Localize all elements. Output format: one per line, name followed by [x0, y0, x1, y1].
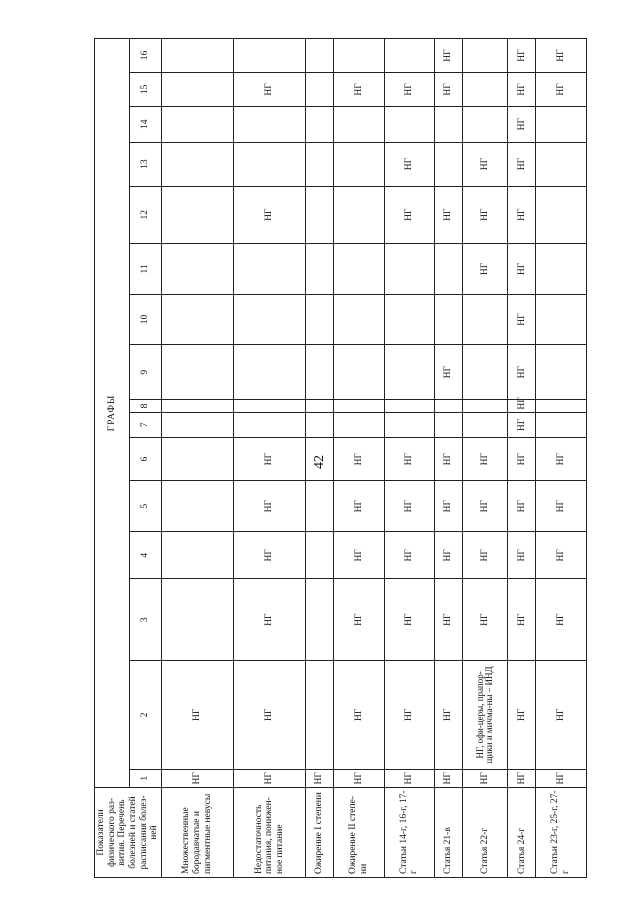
table-cell — [536, 400, 586, 412]
table-cell: НГ — [434, 579, 462, 661]
page-number: 42 — [312, 455, 327, 469]
table-cell: НГ — [233, 73, 305, 107]
table-cell: НГ — [384, 661, 434, 769]
table-cell — [384, 412, 434, 438]
table-cell — [384, 345, 434, 400]
table-cell: НГ — [434, 186, 462, 243]
table-cell: НГ — [334, 661, 384, 769]
table-cell — [536, 243, 586, 294]
table-cell: НГ — [434, 39, 462, 73]
table-cell — [462, 400, 507, 412]
table-cell: НГ — [508, 400, 536, 412]
row-label: Ожирение I степени — [306, 787, 334, 877]
table-cell: НГ — [508, 412, 536, 438]
grafy-header: ГРАФЫ — [95, 39, 130, 788]
table-cell: НГ, офи-церы, прапор-щики и мичма-ны – ИНД — [462, 661, 507, 769]
table-cell: НГ — [508, 769, 536, 787]
table-cell: НГ — [334, 769, 384, 787]
column-number-16: 16 — [129, 39, 161, 73]
table-cell — [536, 106, 586, 142]
row-label: Ожирение II степе-ни — [334, 787, 384, 877]
stub-header: Показатели физического раз-вития. Перечень болезней и статей расписания болез-ней — [95, 787, 162, 877]
table-cell — [434, 294, 462, 344]
table-cell — [434, 142, 462, 186]
table-header — [95, 39, 162, 878]
table-cell — [462, 39, 507, 73]
table-cell — [161, 106, 233, 142]
table-cell: НГ — [462, 532, 507, 579]
table-cell — [161, 481, 233, 532]
table-row — [334, 39, 384, 878]
table-cell — [334, 400, 384, 412]
table-cell — [536, 294, 586, 344]
table-cell — [334, 106, 384, 142]
table-cell — [306, 39, 334, 73]
table-row — [161, 39, 233, 878]
column-number-4: 4 — [129, 532, 161, 579]
table-cell — [384, 243, 434, 294]
table-cell — [334, 39, 384, 73]
table-cell: НГ — [462, 481, 507, 532]
table-cell: НГ — [462, 243, 507, 294]
table-cell: НГ — [434, 532, 462, 579]
table-cell — [536, 186, 586, 243]
row-label: Статья 22-г — [462, 787, 507, 877]
table-cell: НГ — [384, 73, 434, 107]
column-number-3: 3 — [129, 579, 161, 661]
table-cell — [233, 345, 305, 400]
column-number-14: 14 — [129, 106, 161, 142]
table-cell: НГ — [508, 438, 536, 481]
table-cell — [536, 142, 586, 186]
table-cell: НГ — [508, 142, 536, 186]
header-row-grafy — [95, 39, 130, 878]
table-cell — [161, 243, 233, 294]
row-label: Статья 21-в — [434, 787, 462, 877]
table-cell — [334, 243, 384, 294]
table-cell: НГ — [508, 532, 536, 579]
table-cell — [306, 294, 334, 344]
table-cell — [306, 345, 334, 400]
column-number-11: 11 — [129, 243, 161, 294]
column-number-9: 9 — [129, 345, 161, 400]
column-number-8: 8 — [129, 400, 161, 412]
table-cell — [306, 186, 334, 243]
table-cell — [233, 412, 305, 438]
table-cell: НГ — [536, 73, 586, 107]
table-cell — [161, 186, 233, 243]
table-cell: НГ — [508, 579, 536, 661]
table-cell — [306, 579, 334, 661]
table-cell: НГ — [462, 438, 507, 481]
table-cell — [233, 39, 305, 73]
table-cell: НГ — [334, 438, 384, 481]
column-number-13: 13 — [129, 142, 161, 186]
table-cell: НГ — [384, 186, 434, 243]
table-cell: НГ — [508, 73, 536, 107]
table-cell: НГ — [462, 142, 507, 186]
table-cell — [233, 142, 305, 186]
table-cell: НГ — [536, 661, 586, 769]
table-cell: НГ — [384, 142, 434, 186]
row-label: Множественные бородавчатые и пигментные невусы — [161, 787, 233, 877]
table-cell — [434, 243, 462, 294]
table-cell: НГ — [334, 532, 384, 579]
table-cell — [161, 532, 233, 579]
table-cell: НГ — [536, 481, 586, 532]
table-cell — [161, 142, 233, 186]
table-cell: НГ — [233, 186, 305, 243]
table-cell — [233, 243, 305, 294]
table-cell — [306, 438, 334, 481]
table-cell — [233, 106, 305, 142]
table-cell: НГ — [508, 294, 536, 344]
table-cell — [434, 400, 462, 412]
table-cell: НГ — [508, 345, 536, 400]
table-cell: НГ — [434, 661, 462, 769]
column-number-15: 15 — [129, 73, 161, 107]
table-cell — [334, 345, 384, 400]
table-cell: НГ — [508, 39, 536, 73]
table-cell: НГ — [384, 769, 434, 787]
table-cell — [384, 294, 434, 344]
table-cell — [536, 412, 586, 438]
table-cell: НГ — [434, 769, 462, 787]
table-cell: НГ — [536, 532, 586, 579]
table-cell: НГ — [508, 661, 536, 769]
column-number-6: 6 — [129, 438, 161, 481]
table-cell — [462, 73, 507, 107]
table-cell: НГ — [306, 769, 334, 787]
table-cell: НГ — [384, 438, 434, 481]
table-cell — [306, 481, 334, 532]
table-row — [508, 39, 536, 878]
table-cell — [306, 106, 334, 142]
table-row — [536, 39, 586, 878]
table-cell — [233, 294, 305, 344]
table-cell — [306, 412, 334, 438]
table-cell — [161, 412, 233, 438]
table-cell — [306, 532, 334, 579]
table-cell — [384, 400, 434, 412]
physical-development-table — [94, 38, 587, 878]
row-label: Статьи 14-г, 16-г, 17-г — [384, 787, 434, 877]
table-cell: НГ — [161, 661, 233, 769]
table-cell — [161, 579, 233, 661]
table-cell: НГ — [434, 481, 462, 532]
table-body — [161, 39, 586, 878]
table-cell: НГ — [462, 579, 507, 661]
table-cell: НГ — [434, 438, 462, 481]
table-cell — [462, 294, 507, 344]
rotated-table-container — [94, 38, 572, 878]
table-cell: НГ — [233, 532, 305, 579]
table-cell — [306, 661, 334, 769]
table-cell: НГ — [161, 769, 233, 787]
table-cell: НГ — [384, 481, 434, 532]
table-cell — [462, 106, 507, 142]
table-cell: НГ — [508, 481, 536, 532]
table-cell — [334, 294, 384, 344]
table-row — [434, 39, 462, 878]
table-cell: НГ — [508, 106, 536, 142]
table-cell — [233, 400, 305, 412]
table-cell — [306, 142, 334, 186]
table-cell — [462, 412, 507, 438]
table-cell: НГ — [536, 579, 586, 661]
table-cell: НГ — [233, 438, 305, 481]
table-cell — [161, 400, 233, 412]
table-cell — [462, 345, 507, 400]
table-cell — [334, 412, 384, 438]
table-cell: НГ — [233, 579, 305, 661]
table-cell — [306, 73, 334, 107]
table-cell: НГ — [384, 532, 434, 579]
table-row — [462, 39, 507, 878]
table-row — [384, 39, 434, 878]
table-cell — [161, 438, 233, 481]
table-row — [306, 39, 334, 878]
table-cell — [161, 39, 233, 73]
row-label: Статьи 23-г, 25-г, 27-г — [536, 787, 586, 877]
table-cell — [161, 73, 233, 107]
table-cell: НГ — [536, 438, 586, 481]
table-cell: НГ — [334, 579, 384, 661]
table-cell: НГ — [536, 39, 586, 73]
table-cell: НГ — [434, 73, 462, 107]
table-cell: НГ — [233, 661, 305, 769]
table-cell: НГ — [508, 186, 536, 243]
table-cell — [306, 243, 334, 294]
column-number-10: 10 — [129, 294, 161, 344]
column-number-row — [129, 39, 161, 878]
table-cell: НГ — [462, 769, 507, 787]
table-cell — [334, 186, 384, 243]
table-cell: НГ — [508, 243, 536, 294]
table-cell — [161, 345, 233, 400]
column-number-5: 5 — [129, 481, 161, 532]
table-cell — [384, 39, 434, 73]
table-cell: НГ — [334, 73, 384, 107]
table-cell — [161, 294, 233, 344]
column-number-2: 2 — [129, 661, 161, 769]
table-cell: НГ — [233, 769, 305, 787]
table-cell: НГ — [334, 481, 384, 532]
table-cell — [384, 106, 434, 142]
table-row — [233, 39, 305, 878]
column-number-7: 7 — [129, 412, 161, 438]
row-label: Статья 24-г — [508, 787, 536, 877]
table-cell — [536, 345, 586, 400]
table-cell — [434, 106, 462, 142]
row-label: Недостаточность питания, понижен-ное питание — [233, 787, 305, 877]
table-cell — [334, 142, 384, 186]
table-cell — [306, 400, 334, 412]
column-number-1: 1 — [129, 769, 161, 787]
table-cell — [434, 412, 462, 438]
table-cell: НГ — [233, 481, 305, 532]
table-cell: НГ — [536, 769, 586, 787]
column-number-12: 12 — [129, 186, 161, 243]
table-cell: НГ — [384, 579, 434, 661]
table-cell: НГ — [462, 186, 507, 243]
table-cell: НГ — [434, 345, 462, 400]
